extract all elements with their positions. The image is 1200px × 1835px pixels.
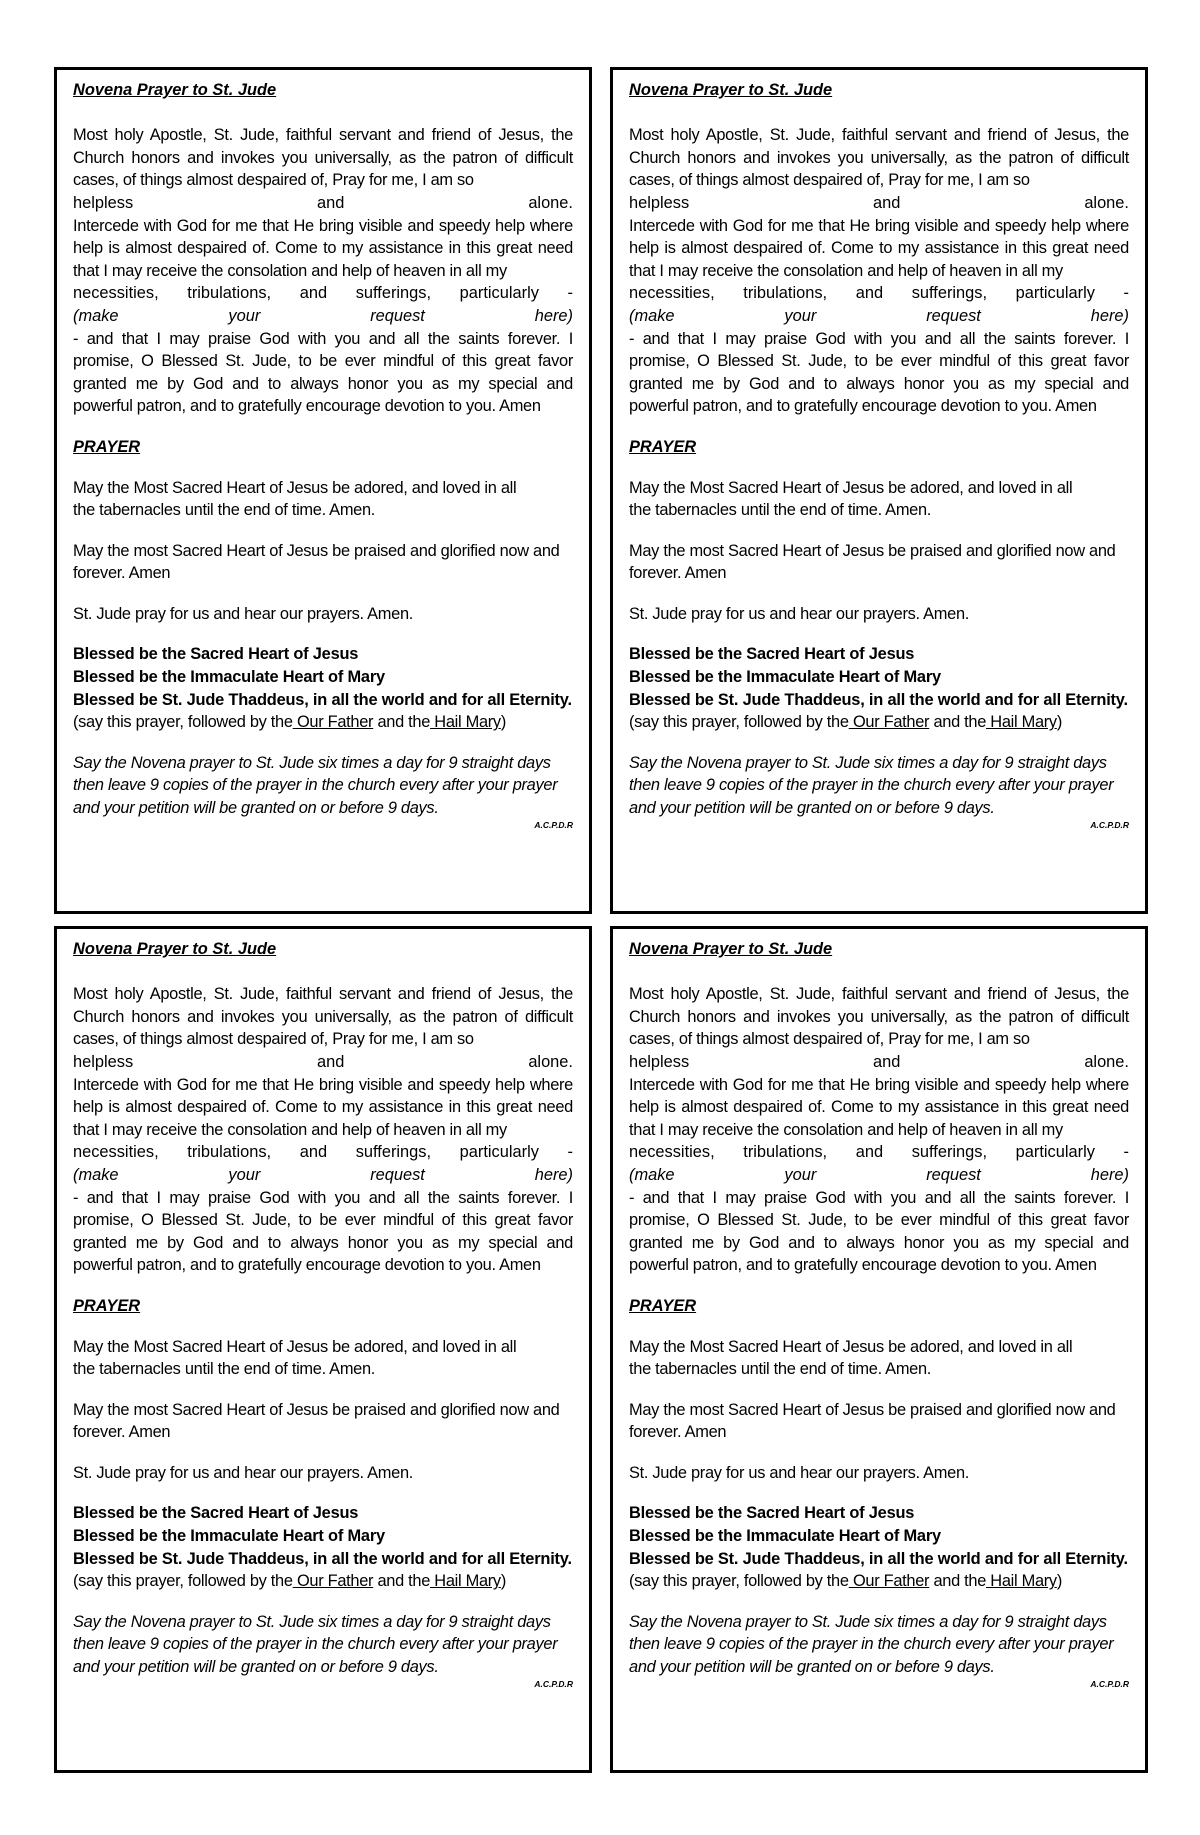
necessities-line [73,282,573,305]
word: necessities, [73,1143,159,1162]
footer-line-1: Say the Novena prayer to St. Jude six times a day for 9 straight days [73,1612,551,1631]
blessed-line-2: Blessed be the Immaculate Heart of Mary [73,668,385,687]
word: alone. [1084,193,1129,212]
card-title: Novena Prayer to St. Jude [73,940,277,958]
request-line [73,305,573,328]
word: alone. [1084,1052,1129,1071]
say-and: and the [373,713,431,732]
intro-paragraph-3: - and that I may praise God with you and all the saints forever. I promise, O Blessed St. Jude, to be ever mindful of this great favor granted me by God and to always honor you as my special and powerful patron, and to gratefully encourage devotion to you. Amen [629,329,1129,416]
blessed-line-1: Blessed be the Sacred Heart of Jesus [629,645,915,664]
prayer-1-line-2: the tabernacles until the end of time. Amen. [629,1360,932,1379]
prayer-heading: PRAYER [73,1296,141,1315]
word: request [370,1165,425,1184]
word: here) [1090,1165,1129,1184]
hail-mary-underlined: Hail Mary [430,1572,501,1591]
intro-paragraph-1: Most holy Apostle, St. Jude, faithful servant and friend of Jesus, the Church honors and invokes you universally, as the patron of difficult cases, of things almost despaired of, Pray for me, I am so [73,126,573,190]
intro-paragraph-1: Most holy Apostle, St. Jude, faithful servant and friend of Jesus, the Church honors and invokes you universally, as the patron of difficult cases, of things almost despaired of, Pray for me, I am so [629,985,1129,1049]
prayer-1-line-2: the tabernacles until the end of time. Amen. [73,1360,376,1379]
say-suffix: ) [500,713,506,732]
prayer-1-line-1: May the Most Sacred Heart of Jesus be adored, and loved in all [629,1337,1073,1356]
blessed-line-1: Blessed be the Sacred Heart of Jesus [73,1504,359,1523]
word: and [317,193,345,212]
word: your [784,306,817,325]
signature-initials: A.C.P.D.R [534,819,573,830]
intro-paragraph-2: Intercede with God for me that He bring visible and speedy help where help is almost despaired of. Come to my assistance in this great need that I may receive the consolation and help of heaven in all my [629,216,1129,280]
word: sufferings, [911,284,988,303]
prayer-2-line-1: May the most Sacred Heart of Jesus be praised and glorified now and [629,541,1116,560]
necessities-line [629,1141,1129,1164]
word: tribulations, [187,1143,272,1162]
prayer-1-line-1: May the Most Sacred Heart of Jesus be adored, and loved in all [73,478,517,497]
prayer-3: St. Jude pray for us and hear our prayers. Amen. [629,1463,970,1482]
word: particularly [459,1143,539,1162]
word: request [926,306,981,325]
hail-mary-underlined: Hail Mary [986,1572,1057,1591]
footer-line-2: then leave 9 copies of the prayer in the church every after your prayer [629,1635,1114,1654]
word: particularly [1015,284,1095,303]
word: request [370,306,425,325]
say-and: and the [929,1572,987,1591]
word: (make [629,306,675,325]
footer-line-1: Say the Novena prayer to St. Jude six times a day for 9 straight days [73,753,551,772]
word: sufferings, [355,1143,432,1162]
our-father-underlined: Our Father [848,713,930,732]
word: particularly [1015,1143,1095,1162]
signature-initials: A.C.P.D.R [1090,1678,1129,1689]
word: here) [1090,306,1129,325]
blessed-line-1: Blessed be the Sacred Heart of Jesus [629,1504,915,1523]
word: tribulations, [187,284,272,303]
word: particularly [459,284,539,303]
word: helpless [73,193,134,212]
prayer-heading: PRAYER [629,437,697,456]
word: - [1123,1143,1129,1162]
footer-line-3: and your petition will be granted on or before 9 days. [629,1658,995,1677]
prayer-1-line-1: May the Most Sacred Heart of Jesus be adored, and loved in all [73,1337,517,1356]
signature-initials: A.C.P.D.R [1090,819,1129,830]
intro-paragraph-2: Intercede with God for me that He bring visible and speedy help where help is almost despaired of. Come to my assistance in this great need that I may receive the consolation and help of heaven in all my [629,1075,1129,1139]
blessed-line-1: Blessed be the Sacred Heart of Jesus [73,645,359,664]
helpless-line [73,192,573,215]
prayer-2-line-2: forever. Amen [73,564,171,583]
word: and [299,1143,328,1162]
helpless-line [629,192,1129,215]
prayer-card [54,67,592,914]
word: tribulations, [743,1143,828,1162]
prayer-2-line-2: forever. Amen [629,1423,727,1442]
prayer-1-line-2: the tabernacles until the end of time. Amen. [629,501,932,520]
word: (make [73,1165,119,1184]
word: (make [73,306,119,325]
prayer-1-line-2: the tabernacles until the end of time. Amen. [73,501,376,520]
card-title: Novena Prayer to St. Jude [629,940,833,958]
intro-paragraph-3: - and that I may praise God with you and all the saints forever. I promise, O Blessed St. Jude, to be ever mindful of this great favor granted me by God and to always honor you as my special and powerful patron, and to gratefully encourage devotion to you. Amen [629,1188,1129,1275]
say-instruction [73,711,573,734]
our-father-underlined: Our Father [292,713,374,732]
necessities-line [629,282,1129,305]
hail-mary-underlined: Hail Mary [986,713,1057,732]
request-line [73,1164,573,1187]
word: helpless [629,193,690,212]
intro-paragraph-1: Most holy Apostle, St. Jude, faithful servant and friend of Jesus, the Church honors and invokes you universally, as the patron of difficult cases, of things almost despaired of, Pray for me, I am so [629,126,1129,190]
our-father-underlined: Our Father [292,1572,374,1591]
word: sufferings, [355,284,432,303]
hail-mary-underlined: Hail Mary [430,713,501,732]
say-prefix: (say this prayer, followed by the [629,1572,849,1591]
prayer-2-line-1: May the most Sacred Heart of Jesus be praised and glorified now and [73,541,560,560]
word: sufferings, [911,1143,988,1162]
prayer-3: St. Jude pray for us and hear our prayers. Amen. [73,604,414,623]
word: helpless [629,1052,690,1071]
word: tribulations, [743,284,828,303]
intro-paragraph-1: Most holy Apostle, St. Jude, faithful servant and friend of Jesus, the Church honors and invokes you universally, as the patron of difficult cases, of things almost despaired of, Pray for me, I am so [73,985,573,1049]
word: helpless [73,1052,134,1071]
footer-line-1: Say the Novena prayer to St. Jude six times a day for 9 straight days [629,1612,1107,1631]
footer-line-2: then leave 9 copies of the prayer in the church every after your prayer [629,776,1114,795]
our-father-underlined: Our Father [848,1572,930,1591]
prayer-1-line-1: May the Most Sacred Heart of Jesus be adored, and loved in all [629,478,1073,497]
prayer-2-line-1: May the most Sacred Heart of Jesus be praised and glorified now and [73,1400,560,1419]
footer-line-1: Say the Novena prayer to St. Jude six times a day for 9 straight days [629,753,1107,772]
say-and: and the [929,713,987,732]
prayer-card [610,926,1148,1773]
necessities-line [73,1141,573,1164]
blessed-line-2: Blessed be the Immaculate Heart of Mary [629,668,941,687]
word: request [926,1165,981,1184]
say-suffix: ) [1056,1572,1062,1591]
blessed-line-3: Blessed be St. Jude Thaddeus, in all the world and for all Eternity. [73,690,572,709]
blessed-line-2: Blessed be the Immaculate Heart of Mary [629,1527,941,1546]
blessed-line-2: Blessed be the Immaculate Heart of Mary [73,1527,385,1546]
word: and [855,284,884,303]
intro-paragraph-3: - and that I may praise God with you and all the saints forever. I promise, O Blessed St. Jude, to be ever mindful of this great favor granted me by God and to always honor you as my special and powerful patron, and to gratefully encourage devotion to you. Amen [73,1188,573,1275]
word: alone. [528,1052,573,1071]
prayer-heading: PRAYER [629,1296,697,1315]
word: and [873,1052,901,1071]
intro-paragraph-2: Intercede with God for me that He bring visible and speedy help where help is almost despaired of. Come to my assistance in this great need that I may receive the consolation and help of heaven in all my [73,216,573,280]
blessed-line-3: Blessed be St. Jude Thaddeus, in all the world and for all Eternity. [73,1549,572,1568]
word: your [228,1165,261,1184]
footer-line-3: and your petition will be granted on or before 9 days. [73,799,439,818]
word: and [317,1052,345,1071]
prayer-card [54,926,592,1773]
word: necessities, [629,284,715,303]
intro-paragraph-3: - and that I may praise God with you and all the saints forever. I promise, O Blessed St. Jude, to be ever mindful of this great favor granted me by God and to always honor you as my special and powerful patron, and to gratefully encourage devotion to you. Amen [73,329,573,416]
footer-line-2: then leave 9 copies of the prayer in the church every after your prayer [73,776,558,795]
request-line [629,1164,1129,1187]
prayer-3: St. Jude pray for us and hear our prayers. Amen. [73,1463,414,1482]
word: - [567,284,573,303]
say-suffix: ) [1056,713,1062,732]
word: necessities, [73,284,159,303]
footer-line-3: and your petition will be granted on or before 9 days. [629,799,995,818]
say-prefix: (say this prayer, followed by the [73,713,293,732]
word: necessities, [629,1143,715,1162]
request-line [629,305,1129,328]
prayer-heading: PRAYER [73,437,141,456]
prayer-2-line-1: May the most Sacred Heart of Jesus be praised and glorified now and [629,1400,1116,1419]
footer-line-3: and your petition will be granted on or before 9 days. [73,1658,439,1677]
card-title: Novena Prayer to St. Jude [629,81,833,99]
say-instruction [629,711,1129,734]
prayer-3: St. Jude pray for us and hear our prayers. Amen. [629,604,970,623]
word: here) [534,1165,573,1184]
blessed-line-3: Blessed be St. Jude Thaddeus, in all the world and for all Eternity. [629,690,1128,709]
word: your [784,1165,817,1184]
say-suffix: ) [500,1572,506,1591]
card-title: Novena Prayer to St. Jude [73,81,277,99]
prayer-card [610,67,1148,914]
prayer-2-line-2: forever. Amen [629,564,727,583]
word: - [567,1143,573,1162]
say-and: and the [373,1572,431,1591]
word: and [299,284,328,303]
word: your [228,306,261,325]
prayer-2-line-2: forever. Amen [73,1423,171,1442]
blessed-line-3: Blessed be St. Jude Thaddeus, in all the world and for all Eternity. [629,1549,1128,1568]
helpless-line [629,1051,1129,1074]
say-instruction [73,1570,573,1593]
say-prefix: (say this prayer, followed by the [73,1572,293,1591]
intro-paragraph-2: Intercede with God for me that He bring visible and speedy help where help is almost despaired of. Come to my assistance in this great need that I may receive the consolation and help of heaven in all my [73,1075,573,1139]
footer-line-2: then leave 9 copies of the prayer in the church every after your prayer [73,1635,558,1654]
word: here) [534,306,573,325]
say-instruction [629,1570,1129,1593]
word: and [855,1143,884,1162]
word: (make [629,1165,675,1184]
signature-initials: A.C.P.D.R [534,1678,573,1689]
helpless-line [73,1051,573,1074]
word: - [1123,284,1129,303]
word: alone. [528,193,573,212]
say-prefix: (say this prayer, followed by the [629,713,849,732]
word: and [873,193,901,212]
